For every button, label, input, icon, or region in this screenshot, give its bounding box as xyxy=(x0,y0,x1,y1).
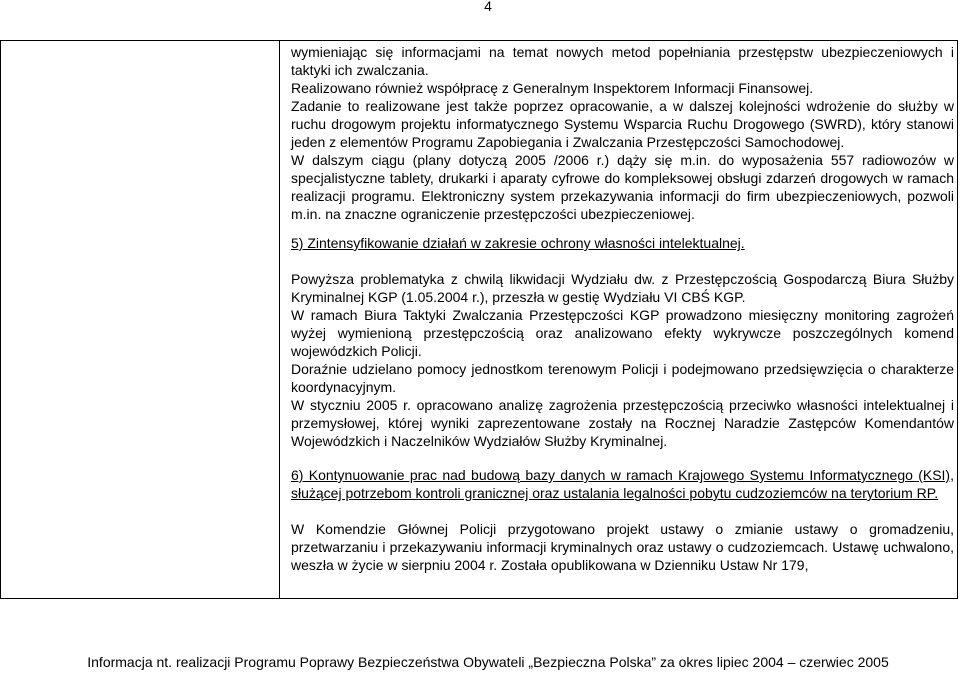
page-number: 4 xyxy=(484,0,492,14)
paragraph: W ramach Biura Taktyki Zwalczania Przestępczości KGP prowadzono miesięczny monitoring zagrożeń wyżej wymienioną przestępczością oraz analizowano efekty wykrywcze poszczególnych komend wojewódzkich Policji. xyxy=(291,307,954,359)
paragraph: Powyższa problematyka z chwilą likwidacji Wydziału dw. z Przestępczością Gospodarczą Biura Służby Kryminalnej KGP (1.05.2004 r.), przeszła w gestię Wydziału VI CBŚ KGP. xyxy=(291,271,954,305)
document-table xyxy=(0,40,958,599)
paragraph: W dalszym ciągu (plany dotyczą 2005 /2006 r.) dąży się m.in. do wyposażenia 557 radiowozów w specjalistyczne tablety, drukarki i aparaty cyfrowe do kompleksowej obsługi zdarzeń drogowych w ramach realizacji programu. Elektroniczny system przekazywania informacji do firm ubezpieczeniowych, pozwoli m.in. na znaczne ograniczenie przestępczości ubezpieczeniowej. xyxy=(291,152,954,222)
paragraph: wymieniając się informacjami na temat nowych metod popełniania przestępstw ubezpieczeniowych i taktyki ich zwalczania. xyxy=(291,44,954,78)
paragraph: Doraźnie udzielano pomocy jednostkom terenowym Policji i podejmowano przedsięwzięcia o charakterze koordynacyjnym. xyxy=(291,361,954,395)
table-left-column xyxy=(1,41,280,598)
paragraph: W Komendzie Głównej Policji przygotowano projekt ustawy o zmianie ustawy o gromadzeniu, przetwarzaniu i przekazywaniu informacji kryminalnych oraz ustawy o cudzoziemcach. Ustawę uchwalono, weszła w życie w sierpniu 2004 r. Została opublikowana w Dzienniku Ustaw Nr 179, xyxy=(291,521,954,573)
paragraph: W styczniu 2005 r. opracowano analizę zagrożenia przestępczością przeciwko własności intelektualnej i przemysłowej, której wyniki zaprezentowane zostały na Rocznej Naradzie Zastępców Komendantów Wojewódzkich i Naczelników Wydziałów Służby Kryminalnej. xyxy=(291,397,954,449)
page-footer: Informacja nt. realizacji Programu Poprawy Bezpieczeństwa Obywateli „Bezpieczna Polska” za okres lipiec 2004 – czerwiec 2005 xyxy=(87,654,889,670)
section-heading-6: 6) Kontynuowanie prac nad budową bazy danych w ramach Krajowego Systemu Informatycznego (KSI), służącej potrzebom kontroli granicznej oraz ustalania legalności pobytu cudzoziemców na terytorium RP. xyxy=(291,467,954,501)
paragraph: Realizowano również współpracę z Generalnym Inspektorem Informacji Finansowej. xyxy=(291,80,814,96)
paragraph: Zadanie to realizowane jest także poprzez opracowanie, a w dalszej kolejności wdrożenie do służby w ruchu drogowym projektu informatycznego Systemu Wsparcia Ruchu Drogowego (SWRD), który stanowi jeden z elementów Programu Zapobiegania i Zwalczania Przestępczości Samochodowej. xyxy=(291,98,954,150)
section-heading-5: 5) Zintensyfikowanie działań w zakresie ochrony własności intelektualnej. xyxy=(291,235,745,251)
table-content-cell xyxy=(291,43,954,574)
